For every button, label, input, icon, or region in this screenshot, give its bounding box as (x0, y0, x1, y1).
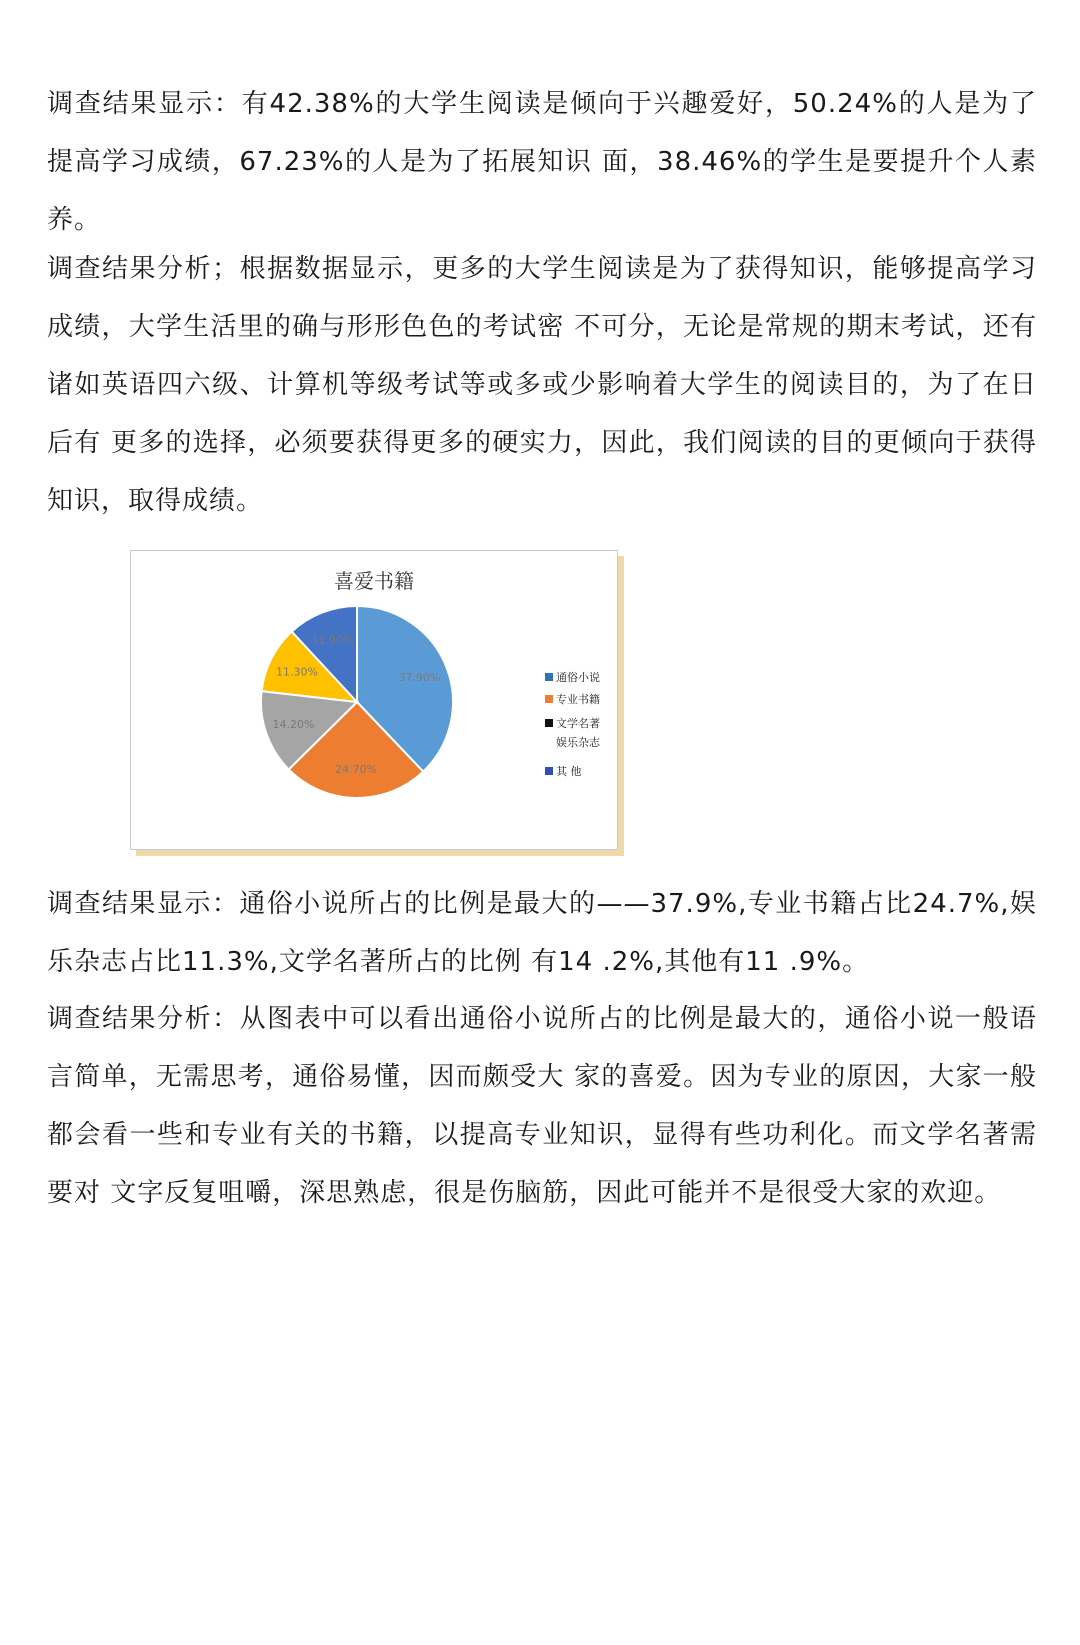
legend-swatch-3 (545, 738, 553, 746)
pie-slice-label-0: 37.90% (398, 671, 441, 685)
pie-slice-label-4: 11.90% (311, 633, 354, 647)
legend-item-1 (545, 691, 600, 707)
legend-label-4: 其 他 (556, 765, 582, 778)
chart-box (130, 550, 618, 850)
legend-item-0 (545, 669, 600, 685)
paragraph-survey-result-books: 调查结果显示：通俗小说所占的比例是最大的——37.9%,专业书籍占比24.7%,娱乐杂志占比11.3%,文学名著所占的比例 有14 .2%,其他有11 .9%。 (47, 889, 1037, 977)
legend-swatch-0 (545, 673, 553, 681)
paragraph-survey-analysis-books: 调查结果分析：从图表中可以看出通俗小说所占的比例是最大的，通俗小说一般语言简单，无需思考，通俗易懂，因而颇受大 家的喜爱。因为专业的原因，大家一般都会看一些和专业有关的书籍，以提高专业知识，显得有些功利化。而文学名著需要对 文字反复咀嚼，深思熟虑，很是伤脑筋，因此可能并不是很受大家的欢迎。 (47, 1004, 1037, 1208)
legend-swatch-4 (545, 767, 553, 775)
pie-chart-figure (130, 550, 618, 850)
pie-slice-label-3: 11.30% (276, 665, 319, 679)
pie-slice-label-2: 14.20% (272, 717, 315, 731)
paragraph-survey-result-purpose: 调查结果显示：有42.38%的大学生阅读是倾向于兴趣爱好，50.24%的人是为了提高学习成绩，67.23%的人是为了拓展知识 面，38.46%的学生是要提升个人素养。 (47, 89, 1037, 235)
legend-label-2: 文学名著 (556, 717, 600, 730)
legend-label-3: 娱乐杂志 (556, 736, 600, 749)
legend-swatch-2 (545, 719, 553, 727)
chart-title: 喜爱书籍 (334, 569, 414, 593)
legend-label-0: 通俗小说 (556, 671, 600, 684)
legend-item-2 (545, 715, 600, 731)
paragraph-survey-analysis-purpose: 调查结果分析；根据数据显示，更多的大学生阅读是为了获得知识，能够提高学习成绩，大学生活里的确与形形色色的考试密 不可分，无论是常规的期末考试，还有诸如英语四六级、计算机等级考试等或多或少影响着大学生的阅读目的，为了在日后有 更多的选择，必须要获得更多的硬实力，因此，我们阅读的目的更倾向于获得知识，取得成绩。 (47, 254, 1037, 516)
legend-swatch-1 (545, 695, 553, 703)
legend-item-3 (545, 734, 600, 750)
pie-slice-label-1: 24.70% (334, 763, 377, 777)
legend-label-1: 专业书籍 (556, 693, 600, 706)
legend-item-4 (545, 763, 582, 779)
